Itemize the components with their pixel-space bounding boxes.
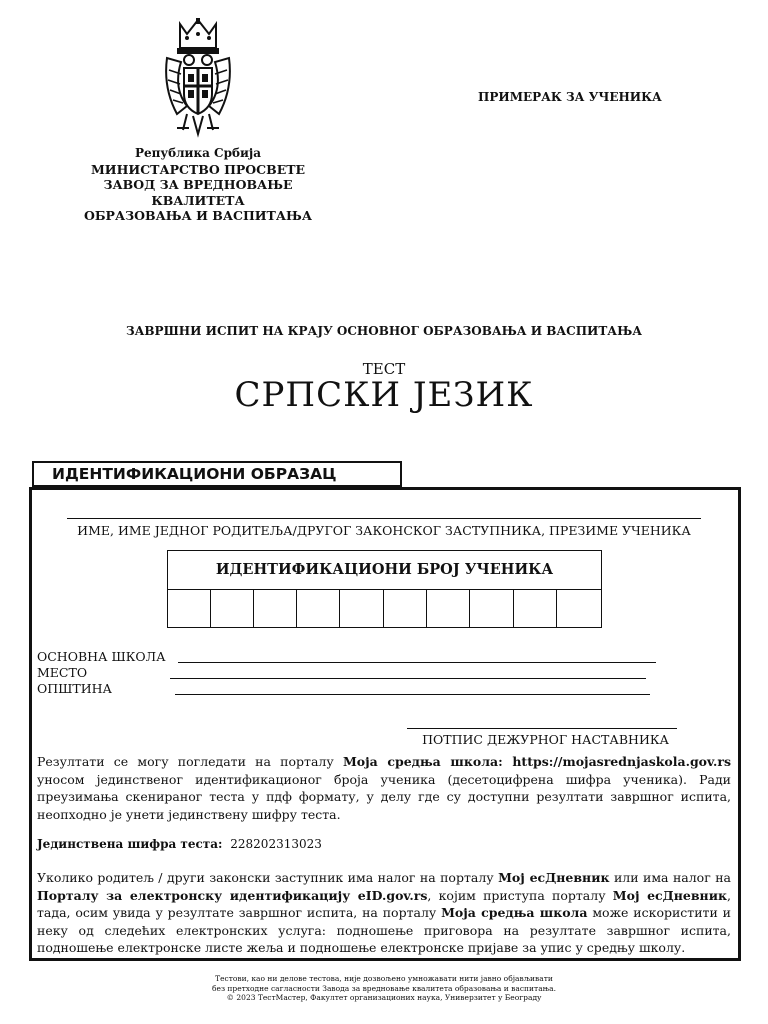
portal-link-text: Моја средња школа: https://mojasrednjaskola.gov.rs (342, 754, 731, 769)
id-digit-cell[interactable] (211, 590, 254, 627)
institution-block (60, 146, 336, 224)
place-field[interactable] (170, 678, 646, 679)
text-segment: или има налог на (609, 870, 731, 885)
footer-line2: без претходне сагласности Завода за вредновање квалитета образовања и васпитања. (211, 983, 556, 993)
name-caption: ИМЕ, ИМЕ ЈЕДНОГ РОДИТЕЉА/ДРУГОГ ЗАКОНСКОГ ЗАСТУПНИКА, ПРЕЗИМЕ УЧЕНИКА (77, 523, 691, 538)
id-digit-cell[interactable] (470, 590, 514, 627)
coat-of-arms-emblem (163, 18, 233, 138)
id-digit-cell[interactable] (514, 590, 557, 627)
id-digit-cell[interactable] (254, 590, 297, 627)
student-id-grid (167, 550, 602, 628)
name-line (67, 518, 701, 519)
test-code-label: Јединствена шифра теста: (37, 837, 223, 851)
results-info-paragraph (37, 753, 731, 823)
student-id-header: ИДЕНТИФИКАЦИОНИ БРОЈ УЧЕНИКА (168, 551, 601, 590)
signature-caption: ПОТПИС ДЕЖУРНОГ НАСТАВНИКА (422, 732, 669, 747)
text-segment: , којим приступа порталу (427, 887, 613, 903)
id-digit-cell[interactable] (557, 590, 600, 627)
republic-name: Република Србија (134, 146, 262, 160)
bold-segment: Порталу за електронску идентификацију eID.gov.rs (37, 887, 428, 903)
school-field[interactable] (178, 662, 656, 663)
test-label: ТЕСТ (362, 360, 406, 378)
bold-segment: Мој есДневник (612, 887, 727, 903)
test-code-value: 228202313023 (230, 837, 322, 851)
signature-line[interactable] (407, 728, 677, 729)
text-segment: Резултати се могу погледати на порталу (37, 754, 343, 769)
test-code-row (37, 837, 322, 851)
id-digit-cell[interactable] (427, 590, 470, 627)
id-digit-cell[interactable] (168, 590, 211, 627)
municipality-label: ОПШТИНА (37, 681, 113, 696)
id-digit-cell[interactable] (384, 590, 427, 627)
bold-segment: Мој есДневник (498, 870, 610, 885)
form-title: ИДЕНТИФИКАЦИОНИ ОБРАЗАЦ (32, 461, 402, 487)
copyright-footer (0, 974, 768, 1003)
school-label: ОСНОВНА ШКОЛА (37, 649, 166, 664)
municipality-field[interactable] (175, 694, 650, 695)
id-digit-cell[interactable] (340, 590, 384, 627)
place-label: МЕСТО (37, 665, 88, 680)
copy-label: ПРИМЕРАК ЗА УЧЕНИКА (478, 90, 662, 104)
eservices-info-paragraph (37, 869, 731, 957)
footer-line1: Тестови, као ни делове тестова, није дозвољено умножавати нити јавно објављивати (215, 974, 553, 983)
subject-title: СРПСКИ ЈЕЗИК (234, 375, 534, 415)
id-digit-cell[interactable] (297, 590, 340, 627)
exam-title: ЗАВРШНИ ИСПИТ НА КРАЈУ ОСНОВНОГ ОБРАЗОВАЊА И ВАСПИТАЊА (125, 324, 642, 338)
text-segment: уносом јединственог идентификационог броја ученика (десетоцифрена шифра ученика). Ради преузимања скенираног теста у пдф формату, у делу где су доступни резултати завршног испита, неопходно је унети јединствену шифру теста. (37, 771, 731, 822)
institute-name-line1: ЗАВОД ЗА ВРЕДНОВАЊЕ КВАЛИТЕТА (103, 177, 293, 208)
ministry-name: МИНИСТАРСТВО ПРОСВЕТЕ (90, 161, 306, 177)
text-segment: може искористити и неку од следећих електронских услуга: подношење приговора на резултате завршног испита, подношење електронске листе жеља и подношење електронске пријаве за упис у средњу школу. (37, 905, 731, 955)
text-segment: , тада, осим увида у резултате завршног испита, на порталу (37, 887, 731, 920)
text-segment: Уколико родитељ / други законски заступник има налог на порталу (37, 870, 499, 885)
footer-line3: © 2023 ТестМастер, Факултет организационих наука, Универзитет у Београду (226, 993, 542, 1002)
bold-segment: Моја средња школа (441, 905, 588, 920)
institute-name-line2: ОБРАЗОВАЊА И ВАСПИТАЊА (83, 208, 312, 223)
